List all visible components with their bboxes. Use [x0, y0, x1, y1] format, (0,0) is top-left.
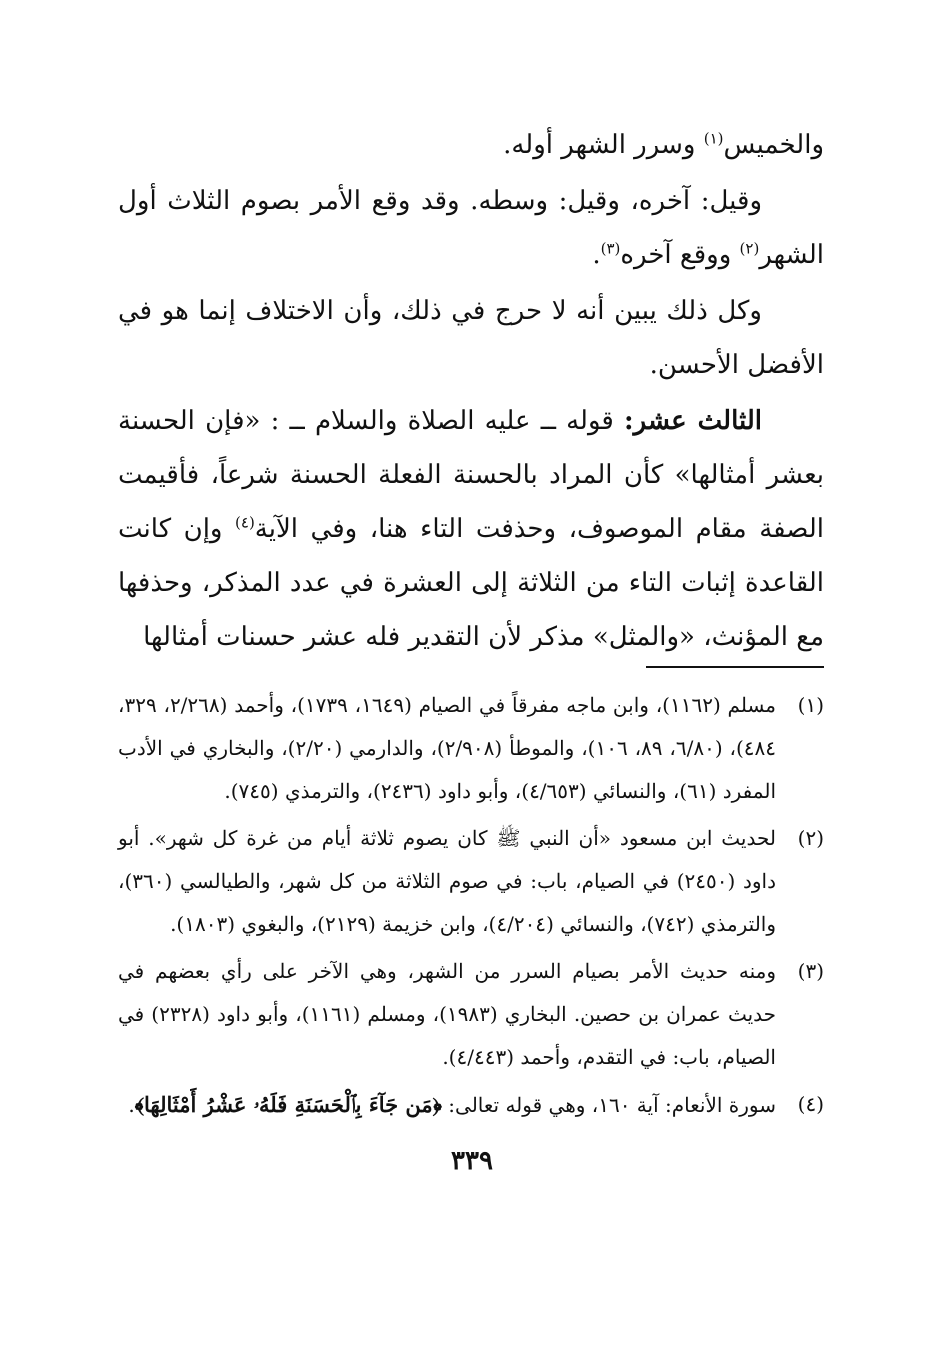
footnote-4 [118, 1083, 824, 1127]
text-span: قوله ــ عليه الصلاة والسلام ــ : «فإن الحسنة بعشر أمثالها» كأن المراد بالحسنة الفعلة الحسنة شرعاً، فأقيمت الصفة مقام الموصوف، وحذفت التاء هنا، وفي الآية [118, 406, 825, 544]
paragraph-3: وكل ذلك يبين أنه لا حرج في ذلك، وأن الاختلاف إنما هو في الأفضل الأحسن. [118, 296, 824, 380]
footnote-number: (٤) [797, 1092, 824, 1116]
footnote-text: ومنه حديث الأمر بصيام السرر من الشهر، وهي الآخر على رأي بعضهم في حديث عمران بن حصين. البخاري (١٩٨٣)، ومسلم (١١٦١)، وأبو داود (٢٣٢٨) في الصيام، باب: في التقدم، وأحمد (٤/٤٤٣). [118, 959, 777, 1069]
text-span: سورة الأنعام: آية ١٦٠، وهي قوله تعالى: [441, 1093, 776, 1117]
paragraph-2 [118, 174, 824, 282]
footnote-text: مسلم (١١٦٢)، وابن ماجه مفرقاً في الصيام (١٦٤٩، ١٧٣٩)، وأحمد (٢/٢٦٨، ٣٢٩، ٤٨٤)، (٦/٨٠، ٨٩، ١٠٦)، والموطأ (٢/٩٠٨)، والدارمي (٢/٢٠)، والبخاري في الأدب المفرد (٦١)، والنسائي (٤/٦٥٣)، وأبو داود (٢٤٣٦)، والترمذي (٧٤٥). [118, 693, 777, 803]
paragraph-1 [118, 118, 824, 172]
text-span: ووقع آخره [620, 240, 740, 270]
footnote-1 [118, 684, 824, 813]
footnote-number: (٣) [797, 959, 824, 983]
footnote-2 [118, 817, 824, 946]
footnotes [118, 684, 824, 1131]
footnote-number: (٢) [797, 826, 824, 850]
page-number: ٣٣٩ [451, 1146, 493, 1176]
footnote-ref-2[interactable]: (٢) [739, 239, 760, 258]
section-label: الثالث عشر: [624, 406, 762, 436]
text-span: . [128, 1093, 135, 1117]
page [118, 118, 825, 1117]
footnote-text [118, 1083, 776, 1127]
text-span: وقيل: آخره، وقيل: وسطه. وقد وقع الأمر بصوم الثلاث أول الشهر [118, 186, 824, 270]
text-span: وإن كانت القاعدة إثبات التاء من الثلاثة إلى العشرة في عدد المذكر، وحذفها مع المؤنث، «والمثل» مذكر لأن التقدير فله عشر حسنات أمثالها [118, 514, 824, 652]
text-span: والخميس [723, 130, 824, 160]
footnote-ref-1[interactable]: (١) [703, 129, 724, 148]
footnote-3 [118, 950, 824, 1079]
footnote-divider [646, 666, 824, 668]
body-text [118, 118, 824, 664]
paragraph-4 [118, 394, 824, 664]
quran-verse: ﴿مَن جَآءَ بِٱلْحَسَنَةِ فَلَهُۥ عَشْرُ أَمْثَالِهَا﴾ [134, 1092, 442, 1117]
footnote-number: (١) [797, 693, 824, 717]
text-span: وسرر الشهر أوله. [503, 130, 704, 160]
text-span: . [592, 240, 601, 270]
footnote-text: لحديث ابن مسعود «أن النبي ﷺ كان يصوم ثلاثة أيام من غرة كل شهر». أبو داود (٢٤٥٠) في الصيام، باب: في صوم الثلاثة من كل شهر، والطيالسي (٣٦٠)، والترمذي (٧٤٢)، والنسائي (٤/٢٠٤)، وابن خزيمة (٢١٢٩)، والبغوي (١٨٠٣). [118, 826, 777, 936]
footnote-ref-4[interactable]: (٤) [235, 513, 255, 532]
footnote-ref-3[interactable]: (٣) [600, 239, 621, 258]
